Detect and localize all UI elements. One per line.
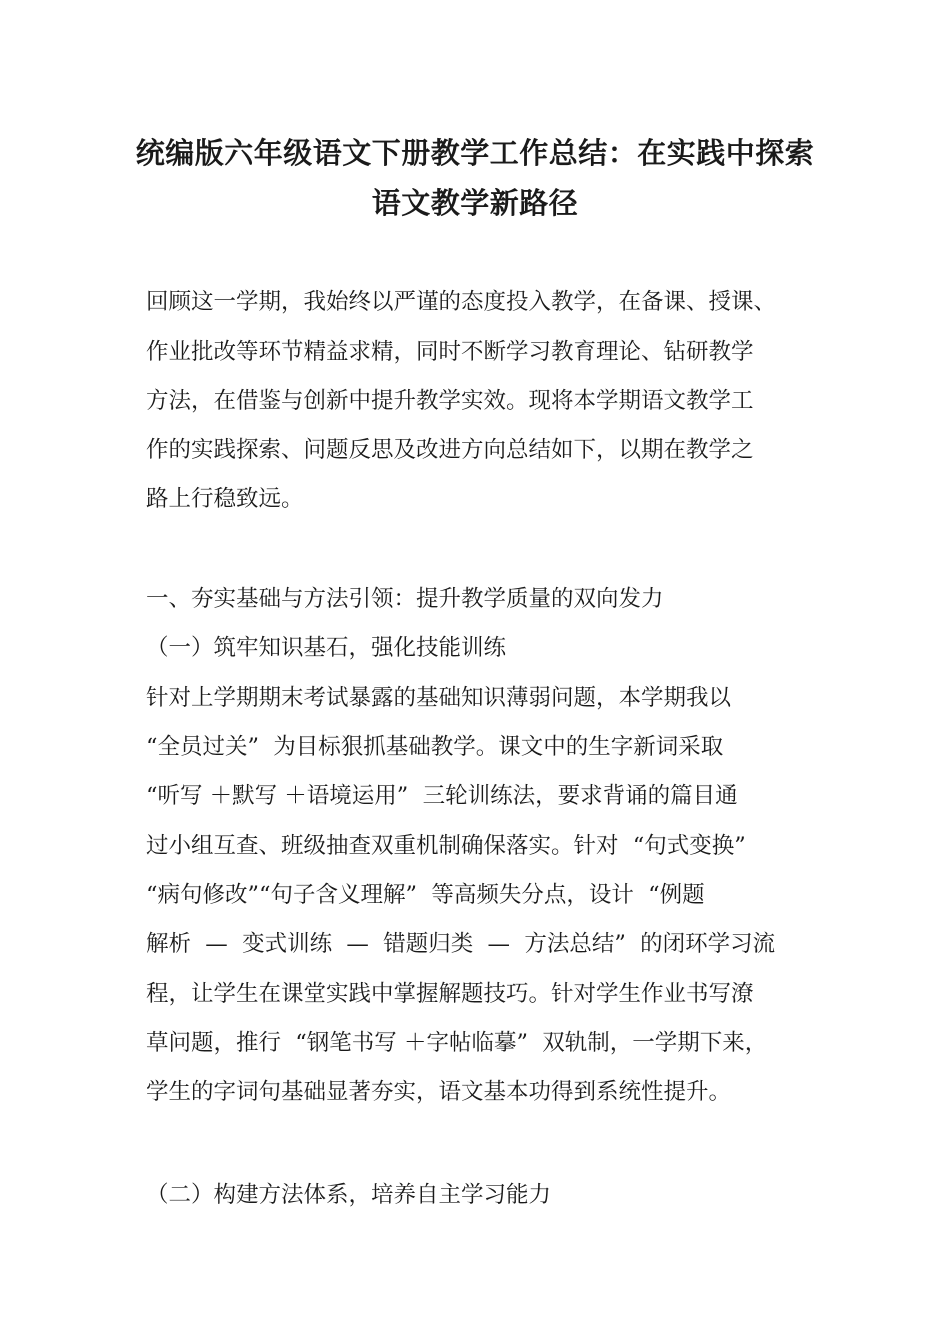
subsection-1-paragraph-line: “全员过关” 为目标狠抓基础教学。课文中的生字新词采取 <box>146 734 724 760</box>
subsection-1-paragraph-line: 草问题，推行 “钢笔书写 ＋字帖临摹” 双轨制，一学期下来， <box>146 1030 768 1056</box>
subsection-1-paragraph-line: “病句修改”“句子含义理解” 等高频失分点，设计 “例题 <box>146 882 705 908</box>
subsection-1-paragraph-line: 针对上学期期末考试暴露的基础知识薄弱问题，本学期我以 <box>146 685 732 711</box>
intro-paragraph-line: 作的实践探索、问题反思及改进方向总结如下，以期在教学之 <box>146 437 754 463</box>
intro-paragraph-line: 方法，在借鉴与创新中提升教学实效。现将本学期语文教学工 <box>146 388 754 414</box>
document-title-line-1: 统编版六年级语文下册教学工作总结：在实践中探索 <box>135 136 815 170</box>
document-title-line-2: 语文教学新路径 <box>371 186 579 220</box>
subsection-1-paragraph-line: 解析 — 变式训练 — 错题归类 — 方法总结” 的闭环学习流 <box>146 931 776 957</box>
intro-paragraph-line: 回顾这一学期，我始终以严谨的态度投入教学，在备课、授课、 <box>146 289 777 315</box>
subsection-1-paragraph-line: “听写 ＋默写 ＋语境运用” 三轮训练法，要求背诵的篇目通 <box>146 783 738 809</box>
intro-paragraph-line: 路上行稳致远。 <box>146 486 304 512</box>
subsection-1-paragraph-line: 程，让学生在课堂实践中掌握解题技巧。针对学生作业书写潦 <box>146 981 754 1007</box>
subsection-1-paragraph-line: 学生的字词句基础显著夯实，语文基本功得到系统性提升。 <box>146 1079 732 1105</box>
subsection-2-heading: （二）构建方法体系，培养自主学习能力 <box>146 1182 552 1208</box>
subsection-1-paragraph-line: 过小组互查、班级抽查双重机制确保落实。针对 “句式变换” <box>146 833 746 859</box>
subsection-1-heading: （一）筑牢知识基石，强化技能训练 <box>146 635 507 661</box>
intro-paragraph-line: 作业批改等环节精益求精，同时不断学习教育理论、钻研教学 <box>146 339 754 365</box>
section-1-heading: 一、夯实基础与方法引领：提升教学质量的双向发力 <box>146 586 664 612</box>
